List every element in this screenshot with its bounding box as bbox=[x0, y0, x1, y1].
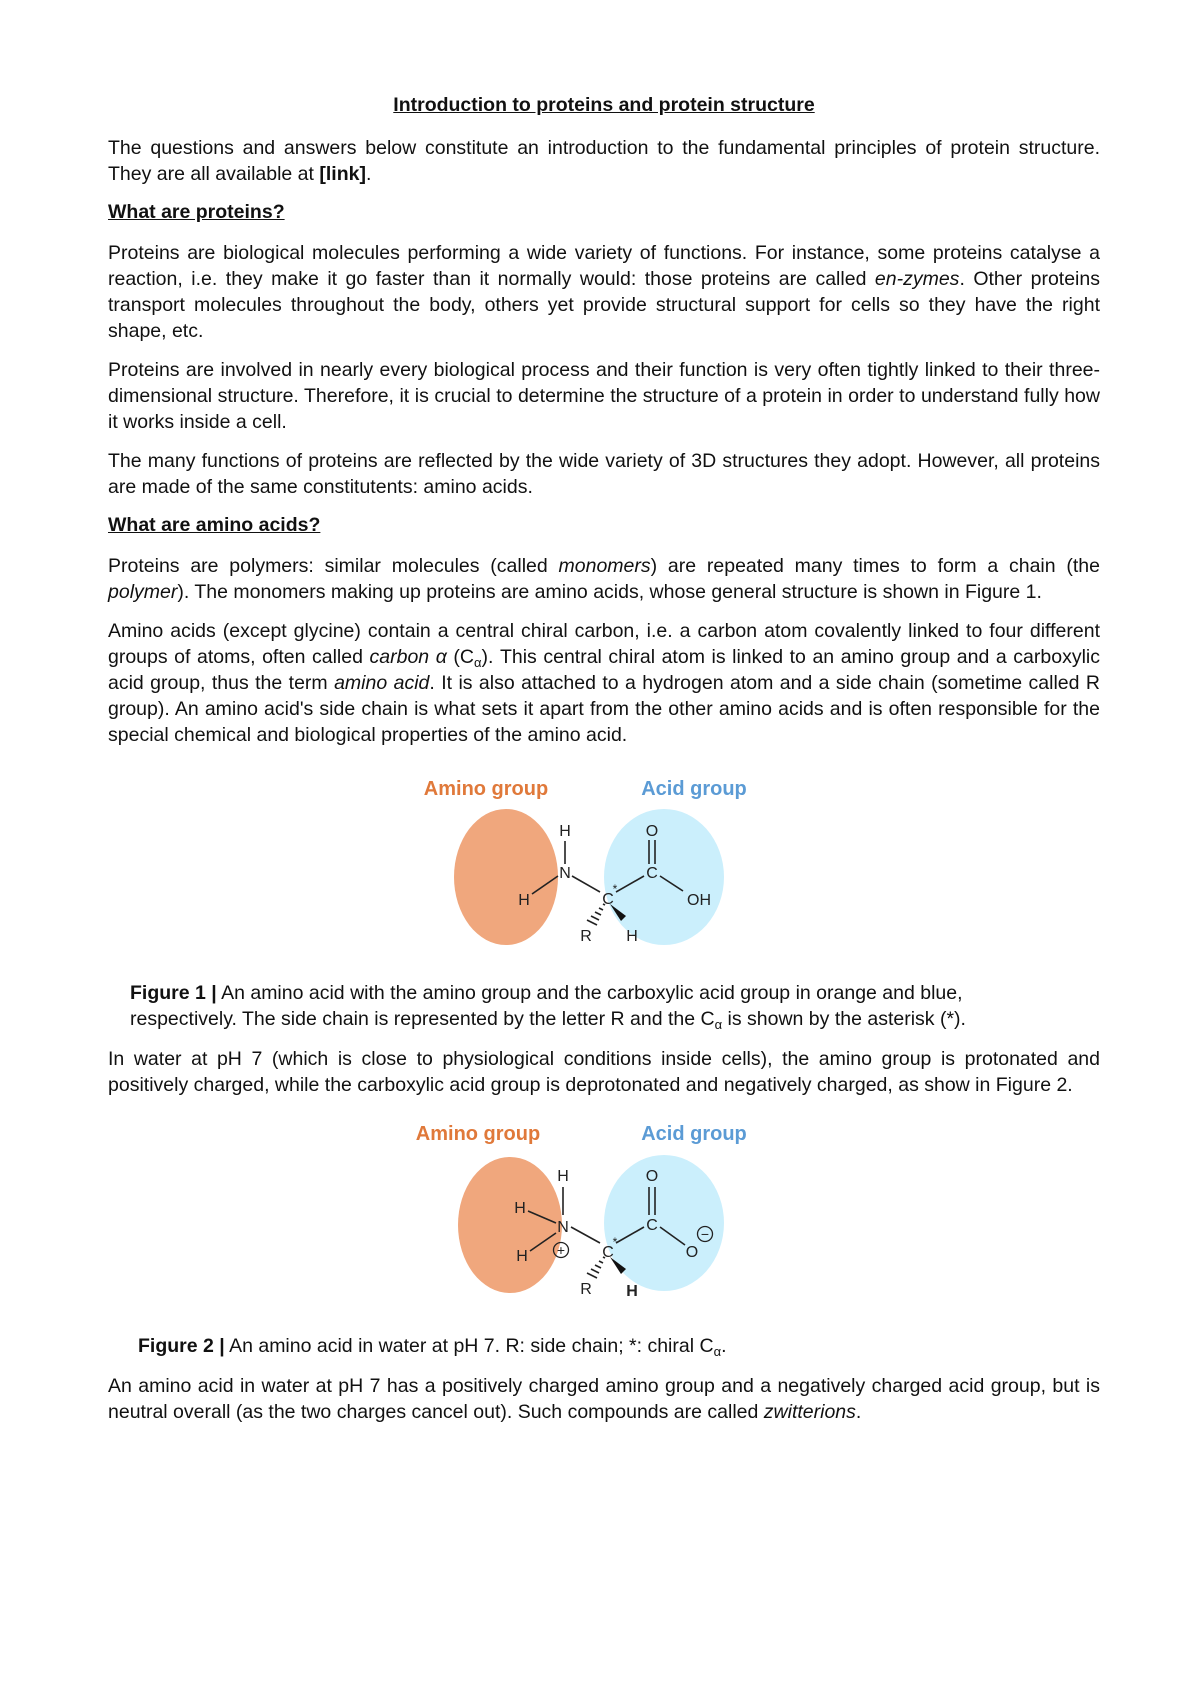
intro-end: . bbox=[365, 163, 372, 185]
fig1-acid-group-ellipse bbox=[604, 809, 724, 945]
p1-em-enzymes: en-zymes bbox=[874, 268, 960, 290]
p4-text-a: Proteins are polymers: similar molecules (called bbox=[108, 555, 559, 577]
p5-text-b: (C bbox=[446, 646, 474, 668]
fig1-acid-group-label: Acid group bbox=[641, 778, 747, 800]
fig1-atom-h-left: H bbox=[518, 892, 530, 909]
fig1-amino-group-ellipse bbox=[454, 809, 558, 945]
fig2-minus-sign: − bbox=[700, 1226, 710, 1242]
figure-2-caption-sub: α bbox=[713, 1344, 722, 1359]
figure-2-caption-label: Figure 2 | bbox=[138, 1335, 225, 1357]
fig2-atom-c-alpha: C bbox=[602, 1244, 614, 1261]
p1-text-a: Proteins are biological molecules performing a wide variety of functions. For instance, some proteins catalyse a reaction, i.e. they make it go faster than it normally would: those proteins are called bbox=[108, 242, 1100, 290]
fig1-atom-r: R bbox=[580, 928, 592, 945]
p4-text-c: ). The monomers making up proteins are amino acids, whose general structure is shown in Figure 1. bbox=[177, 581, 1042, 603]
figure-2-caption bbox=[108, 1333, 1100, 1359]
intro-link[interactable]: [link] bbox=[319, 163, 366, 185]
paragraph-proteins-variety: The many functions of proteins are reflected by the wide variety of 3D structures they adopt. However, all proteins are made of the same constitutents: amino acids. bbox=[108, 450, 1100, 498]
fig2-amino-group-ellipse bbox=[458, 1157, 562, 1293]
p5-text-a: Amino acids (except glycine) contain a central chiral carbon, i.e. a carbon atom covalently linked to four different groups of atoms, often called bbox=[108, 620, 1100, 668]
fig1-atom-h-top: H bbox=[559, 823, 571, 840]
p5-text-d: . It is also attached to a hydrogen atom and a side chain (sometime called R group). An amino acid's side chain is what sets it apart from the other amino acids and is often responsible for the special chemical and biological properties of the amino acid. bbox=[108, 672, 1100, 746]
figure-1-caption-text-b: is shown by the asterisk (*). bbox=[722, 1008, 966, 1030]
figure-2-caption-text-b: . bbox=[721, 1335, 727, 1357]
p1-text-b: . Other proteins transport molecules throughout the body, others yet provide structural support for cells so they have the right shape, etc. bbox=[108, 268, 1100, 342]
fig2-atom-h-mid: H bbox=[514, 1200, 526, 1217]
p7-text-b: . bbox=[855, 1401, 862, 1423]
paragraph-zwitterions bbox=[108, 1373, 1100, 1425]
figure-1-caption-label: Figure 1 | bbox=[130, 982, 217, 1004]
fig2-acid-group-label: Acid group bbox=[641, 1123, 747, 1145]
fig2-plus-sign: + bbox=[556, 1242, 566, 1258]
figure-1-caption-text-a: An amino acid with the amino group and the carboxylic acid group in orange and blue, respectively. The side chain is represented by the letter R and the C bbox=[130, 982, 963, 1030]
paragraph-chiral-carbon bbox=[108, 618, 1100, 748]
document-title: Introduction to proteins and protein structure bbox=[393, 94, 815, 116]
p4-em-polymer: polymer bbox=[108, 581, 178, 603]
fig1-chiral-star: * bbox=[612, 882, 618, 896]
fig2-atom-h-top: H bbox=[557, 1168, 569, 1185]
p4-em-monomers: monomers bbox=[558, 555, 651, 577]
fig2-atom-h-low: H bbox=[516, 1248, 528, 1265]
intro-paragraph bbox=[108, 135, 1100, 187]
paragraph-proteins-structure: Proteins are involved in nearly every biological process and their function is very often tightly linked to their three-dimensional structure. Therefore, it is crucial to determine the structure of a protein in order to understand fully how it works inside a cell. bbox=[108, 359, 1100, 433]
document-page bbox=[108, 80, 1100, 1438]
figure-1-caption-sub: α bbox=[714, 1017, 723, 1032]
figure-2 bbox=[108, 1111, 1100, 1333]
fig2-atom-c-acid: C bbox=[646, 1217, 658, 1234]
fig2-atom-o-right: O bbox=[685, 1244, 699, 1261]
fig2-amino-group-label: Amino group bbox=[415, 1123, 541, 1145]
p5-em-amino-acid: amino acid bbox=[334, 672, 430, 694]
fig2-chiral-star: * bbox=[612, 1235, 618, 1249]
figure-1-diagram bbox=[108, 762, 1100, 980]
p4-text-b: ) are repeated many times to form a chain (the bbox=[650, 555, 1100, 577]
intro-text: The questions and answers below constitute an introduction to the fundamental principles of protein structure. They are all available at bbox=[108, 137, 1100, 185]
fig1-atom-oh: OH bbox=[687, 892, 711, 909]
p5-text-c: ). This central chiral atom is linked to an amino group and a carboxylic acid group, thus the term bbox=[108, 646, 1100, 694]
figure-2-caption-text-a: An amino acid in water at pH 7. R: side chain; *: chiral C bbox=[224, 1335, 714, 1357]
p5-em-carbon-alpha: carbon α bbox=[369, 646, 447, 668]
paragraph-polymers bbox=[108, 553, 1100, 605]
fig1-amino-group-label: Amino group bbox=[423, 778, 549, 800]
figure-1 bbox=[108, 762, 1100, 980]
fig2-atom-o-top: O bbox=[645, 1168, 659, 1185]
paragraph-proteins-functions bbox=[108, 240, 1100, 344]
heading-what-are-amino-acids: What are amino acids? bbox=[108, 514, 321, 536]
figure-1-caption bbox=[108, 980, 1100, 1032]
fig1-atom-n: N bbox=[559, 865, 571, 882]
fig1-atom-h-bottom: H bbox=[626, 928, 638, 945]
fig1-atom-o-top: O bbox=[645, 823, 659, 840]
figure-2-diagram bbox=[108, 1111, 1100, 1333]
heading-what-are-proteins: What are proteins? bbox=[108, 201, 285, 223]
p5-sub-alpha: α bbox=[473, 655, 482, 670]
fig1-atom-c-alpha: C bbox=[602, 891, 614, 908]
fig2-atom-n: N bbox=[557, 1219, 569, 1236]
p7-text-a: An amino acid in water at pH 7 has a positively charged amino group and a negatively charged acid group, but is neutral overall (as the two charges cancel out). Such compounds are called bbox=[108, 1375, 1100, 1423]
paragraph-ph7: In water at pH 7 (which is close to physiological conditions inside cells), the amino group is protonated and positively charged, while the carboxylic acid group is deprotonated and negatively charged, as show in Figure 2. bbox=[108, 1048, 1100, 1096]
fig2-atom-h-bottom: H bbox=[626, 1283, 638, 1300]
fig1-atom-c-acid: C bbox=[646, 865, 658, 882]
p7-em-zwitterions: zwitterions bbox=[763, 1401, 856, 1423]
fig2-atom-r: R bbox=[580, 1281, 592, 1298]
